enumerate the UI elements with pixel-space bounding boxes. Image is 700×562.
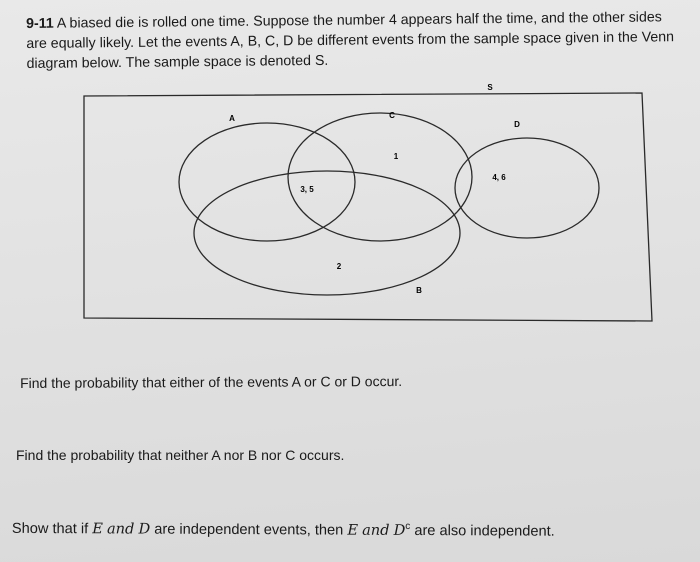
element-a-and-c: 3, 5 <box>300 185 314 194</box>
q3-middle: are independent events, then <box>150 521 348 539</box>
ellipse-b <box>194 171 460 295</box>
label-c: C <box>389 111 395 120</box>
question-1: Find the probability that either of the events A or C or D occur. <box>20 372 403 391</box>
element-d: 4, 6 <box>492 173 506 182</box>
q3-and2: and <box>362 521 390 539</box>
q3-d: D <box>138 520 151 538</box>
q3-e: E <box>92 520 103 538</box>
sample-space-box <box>84 93 652 321</box>
question-2: Find the probability that neither A nor B nor C occurs. <box>16 447 345 463</box>
label-b: B <box>416 286 422 295</box>
q3-d2: D <box>393 521 406 539</box>
problem-text: A biased die is rolled one time. Suppose the number 4 appears half the time, and the other sides are equally likely. Let the events A, B, C, D be different events from the sample space given in the Venn diagram below. The sample space is denoted S. <box>26 9 675 72</box>
q3-and: and <box>106 520 135 538</box>
circle-d <box>455 138 599 238</box>
label-a: A <box>229 114 235 123</box>
q3-prefix: Show that if <box>11 520 93 538</box>
element-b-only: 2 <box>336 262 342 271</box>
label-d: D <box>514 120 520 129</box>
circle-a <box>179 123 355 241</box>
q3-complement: c <box>405 521 411 533</box>
question-3 <box>12 519 555 540</box>
problem-number: 9-11 <box>26 15 54 32</box>
sample-space-label: S <box>487 83 493 92</box>
q3-suffix: are also independent. <box>410 522 555 540</box>
q3-e2: E <box>347 521 359 539</box>
element-c-only: 1 <box>393 152 399 161</box>
